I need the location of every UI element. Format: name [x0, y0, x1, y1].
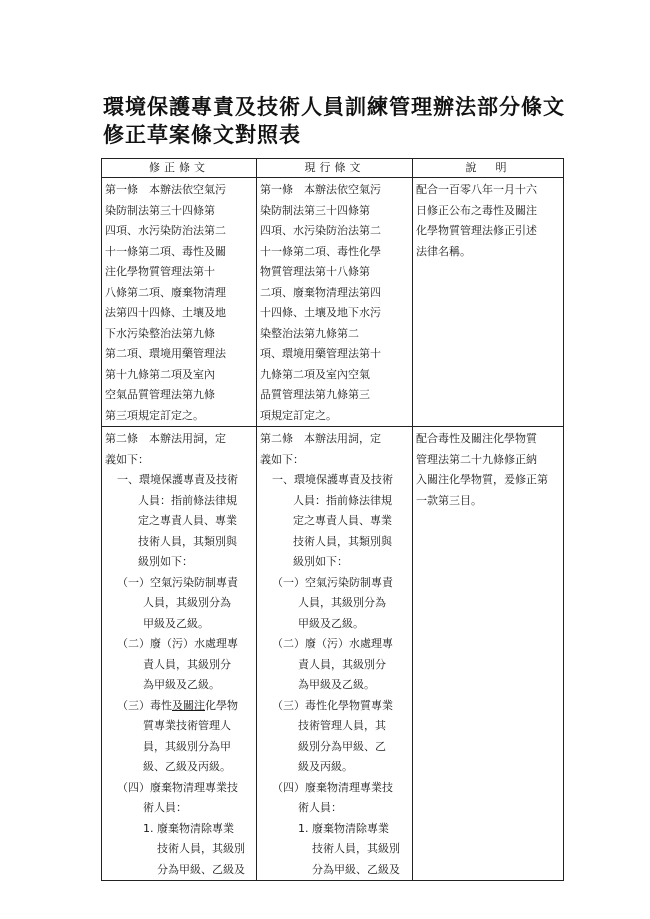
- text-line: 空氣品質管理法第九條: [105, 388, 215, 401]
- text-line: 第一條 本辦法依空氣污: [105, 183, 226, 196]
- text-line: 技術管理人員，其: [298, 719, 386, 732]
- text-line: 第二項、環境用藥管理法: [105, 347, 226, 360]
- text-line: 第二條 本辦法用詞，定: [260, 432, 381, 445]
- text-line: 第三項規定訂定之。: [105, 408, 204, 422]
- text-line: （四）廢棄物清理專業技: [272, 780, 393, 794]
- text-line: 定之專責人員、專業: [293, 514, 392, 527]
- text-line: 九條第二項及室內空氣: [260, 367, 370, 381]
- text-line: 第二條 本辦法用詞，定: [105, 432, 226, 445]
- text-line: 十一條第二項、毒性化學: [260, 244, 381, 258]
- text-line: 一款第三目。: [416, 493, 482, 507]
- text-line: 級及丙級。: [298, 760, 353, 773]
- text-line: 項、環境用藥管理法第十: [260, 347, 381, 360]
- text-line: 技術人員，其類別與: [293, 534, 392, 548]
- text-line: 術人員：: [143, 801, 187, 814]
- text-line: 染防制法第三十四條第: [260, 203, 370, 217]
- table-row: [102, 178, 564, 427]
- text-line: 四項、水污染防治法第二: [260, 224, 381, 237]
- text-line: 級別分為甲級、乙: [298, 739, 386, 753]
- text-line: 下水污染整治法第九條: [105, 326, 215, 340]
- text-line: 人員：指前條法律規: [293, 493, 392, 507]
- text-line: 義如下：: [260, 452, 304, 466]
- text-line: 人員，其級別分為: [143, 596, 231, 609]
- text-line: 十一條第二項、毒性及關: [105, 244, 226, 258]
- text-line: （二）廢（污）水處理專: [272, 637, 393, 650]
- underlined-insertion: 及關注: [172, 698, 205, 712]
- text-line: 注化學物質管理法第十: [105, 265, 215, 278]
- text-line: 分為甲級、乙級及: [157, 862, 245, 876]
- text-line: （二）廢（污）水處理專: [117, 637, 238, 650]
- text-line: 級別如下：: [293, 555, 348, 568]
- comparison-table: [101, 158, 564, 881]
- explanation-article-1: [413, 178, 564, 427]
- text-line: 級別如下：: [138, 555, 193, 568]
- text-line: 配合一百零八年一月十六: [416, 183, 537, 196]
- text-line: 第十九條第二項及室內: [105, 367, 215, 381]
- current-article-1: [257, 178, 413, 427]
- text-line: 四項、水污染防治法第二: [105, 224, 226, 237]
- text-line: 質專業技術管理人: [143, 719, 231, 732]
- text-line: 一、環境保護專責及技術: [272, 473, 393, 486]
- text-line: 為甲級及乙級。: [143, 678, 220, 691]
- header-explanation: 說 明: [413, 159, 564, 178]
- title-line-2: 修正草案條文對照表: [103, 122, 301, 147]
- text-line: （一）空氣污染防制專責: [272, 575, 393, 589]
- text-fragment: 化學物: [205, 698, 238, 712]
- text-fragment: （三）毒性: [117, 698, 172, 712]
- amended-article-1: [102, 178, 257, 427]
- text-line: 十四條、土壤及地下水污: [260, 306, 381, 319]
- text-line: 染整治法第九條第二: [260, 326, 359, 340]
- text-line: 甲級及乙級。: [298, 616, 364, 630]
- text-line: 為甲級及乙級。: [298, 678, 375, 691]
- text-line: 一、環境保護專責及技術: [117, 473, 238, 486]
- text-line: 二項、廢棄物清理法第四: [260, 285, 381, 299]
- current-article-2: [257, 427, 413, 881]
- title-line-1: 環境保護專責及技術人員訓練管理辦法部分條文: [103, 94, 565, 119]
- header-amended-text: 修正條文: [102, 159, 257, 178]
- text-line: 技術人員，其級別: [157, 842, 245, 855]
- text-line: 品質管理法第九條第三: [260, 388, 370, 401]
- text-line: 員，其級別分為甲: [143, 739, 231, 753]
- text-line: 八條第二項、廢棄物清理: [105, 285, 226, 299]
- text-line: 配合毒性及關注化學物質: [416, 432, 537, 445]
- text-line: 級、乙級及丙級。: [143, 760, 231, 773]
- text-line: 物質管理法第十八條第: [260, 265, 370, 278]
- text-line: 法律名稱。: [416, 244, 471, 258]
- text-line: 法第四十四條、土壤及地: [105, 306, 226, 319]
- text-line: 義如下：: [105, 452, 149, 466]
- text-line: 人員：指前條法律規: [138, 493, 237, 507]
- text-line: [105, 696, 253, 717]
- text-line: 項規定訂定之。: [260, 408, 337, 422]
- text-line: 分為甲級、乙級及: [312, 862, 400, 876]
- text-line: （一）空氣污染防制專責: [117, 575, 238, 589]
- text-line: 1. 廢棄物清除專業: [143, 821, 234, 835]
- text-line: 1. 廢棄物清除專業: [298, 821, 389, 835]
- text-line: 日修正公布之毒性及關注: [416, 203, 537, 217]
- text-line: （四）廢棄物清理專業技: [117, 780, 238, 794]
- text-line: 化學物質管理法修正引述: [416, 224, 537, 237]
- text-line: 責人員，其級別分: [298, 657, 386, 671]
- table-header-row: [102, 159, 564, 178]
- text-line: 第一條 本辦法依空氣污: [260, 183, 381, 196]
- text-line: 責人員，其級別分: [143, 657, 231, 671]
- header-current-text: 現行條文: [257, 159, 413, 178]
- text-line: （三）毒性化學物質專業: [272, 698, 393, 712]
- text-line: 術人員：: [298, 801, 342, 814]
- text-line: 管理法第二十九條修正納: [416, 452, 537, 466]
- explanation-article-2: [413, 427, 564, 881]
- text-line: 定之專責人員、專業: [138, 514, 237, 527]
- amended-article-2: [102, 427, 257, 881]
- text-line: 技術人員，其類別與: [138, 534, 237, 548]
- document-title: [103, 93, 565, 149]
- text-line: 入關注化學物質，爰修正第: [416, 473, 548, 486]
- text-line: 人員，其級別分為: [298, 596, 386, 609]
- text-line: 甲級及乙級。: [143, 616, 209, 630]
- text-line: 技術人員，其級別: [312, 842, 400, 855]
- table-row: [102, 427, 564, 881]
- text-line: 染防制法第三十四條第: [105, 203, 215, 217]
